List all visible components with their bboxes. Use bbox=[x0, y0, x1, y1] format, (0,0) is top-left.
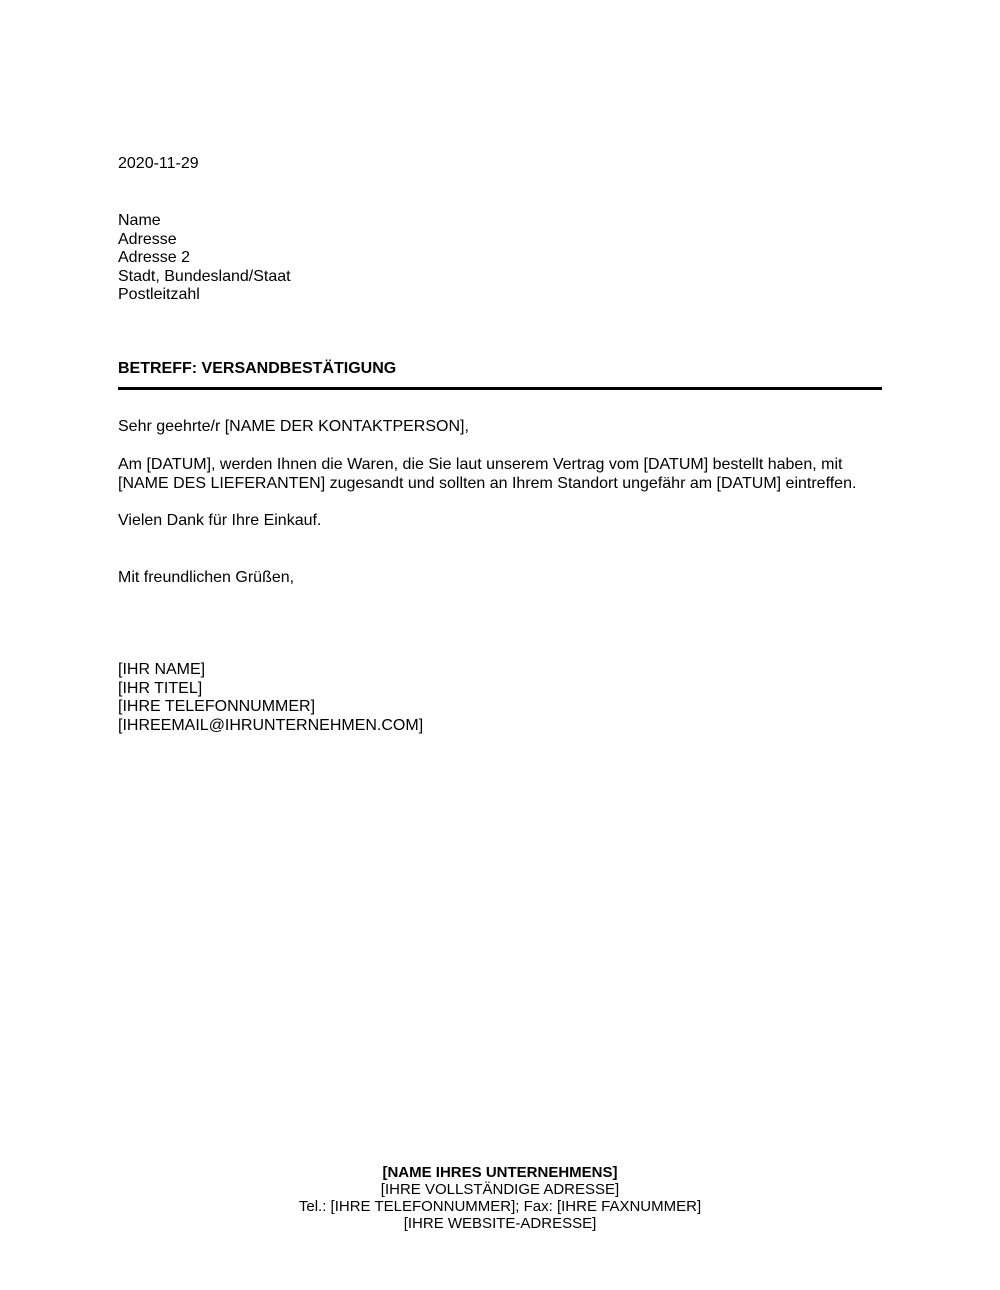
letter-subject: BETREFF: VERSANDBESTÄTIGUNG bbox=[118, 360, 397, 377]
signature-email: [IHREEMAIL@IHRUNTERNEHMEN.COM] bbox=[118, 716, 424, 734]
recipient-postal-code: Postleitzahl bbox=[118, 286, 200, 304]
letter-closing: Mit freundlichen Grüßen, bbox=[118, 569, 295, 586]
recipient-address-line-2: Adresse 2 bbox=[118, 249, 191, 267]
footer-website: [IHRE WEBSITE-ADRESSE] bbox=[403, 1215, 597, 1232]
footer-contact: Tel.: [IHRE TELEFONNUMMER]; Fax: [IHRE FAXNUMMER] bbox=[298, 1198, 702, 1215]
signature-block bbox=[118, 661, 423, 735]
letter-footer bbox=[0, 1164, 1000, 1232]
body-line-1: Am [DATUM], werden Ihnen die Waren, die Sie laut unserem Vertrag vom [DATUM] bestellt haben, mit bbox=[118, 456, 843, 473]
letter-date: 2020-11-29 bbox=[118, 155, 199, 172]
recipient-city-state: Stadt, Bundesland/Staat bbox=[118, 267, 291, 285]
recipient-address-block bbox=[118, 212, 291, 305]
signature-name: [IHR NAME] bbox=[118, 661, 206, 678]
subject-divider bbox=[118, 387, 882, 390]
letter-salutation: Sehr geehrte/r [NAME DER KONTAKTPERSON], bbox=[118, 418, 469, 435]
letter-body-paragraph bbox=[118, 456, 888, 493]
recipient-name: Name bbox=[118, 212, 161, 229]
signature-phone: [IHRE TELEFONNUMMER] bbox=[118, 698, 316, 716]
signature-title: [IHR TITEL] bbox=[118, 679, 203, 697]
body-line-2: [NAME DES LIEFERANTEN] zugesandt und sollten an Ihrem Standort ungefähr am [DATUM] eintreffen. bbox=[118, 474, 857, 492]
letter-thanks: Vielen Dank für Ihre Einkauf. bbox=[118, 512, 322, 529]
recipient-address-line-1: Adresse bbox=[118, 230, 177, 248]
footer-address: [IHRE VOLLSTÄNDIGE ADRESSE] bbox=[380, 1181, 620, 1198]
footer-company-name: [NAME IHRES UNTERNEHMENS] bbox=[382, 1164, 618, 1181]
